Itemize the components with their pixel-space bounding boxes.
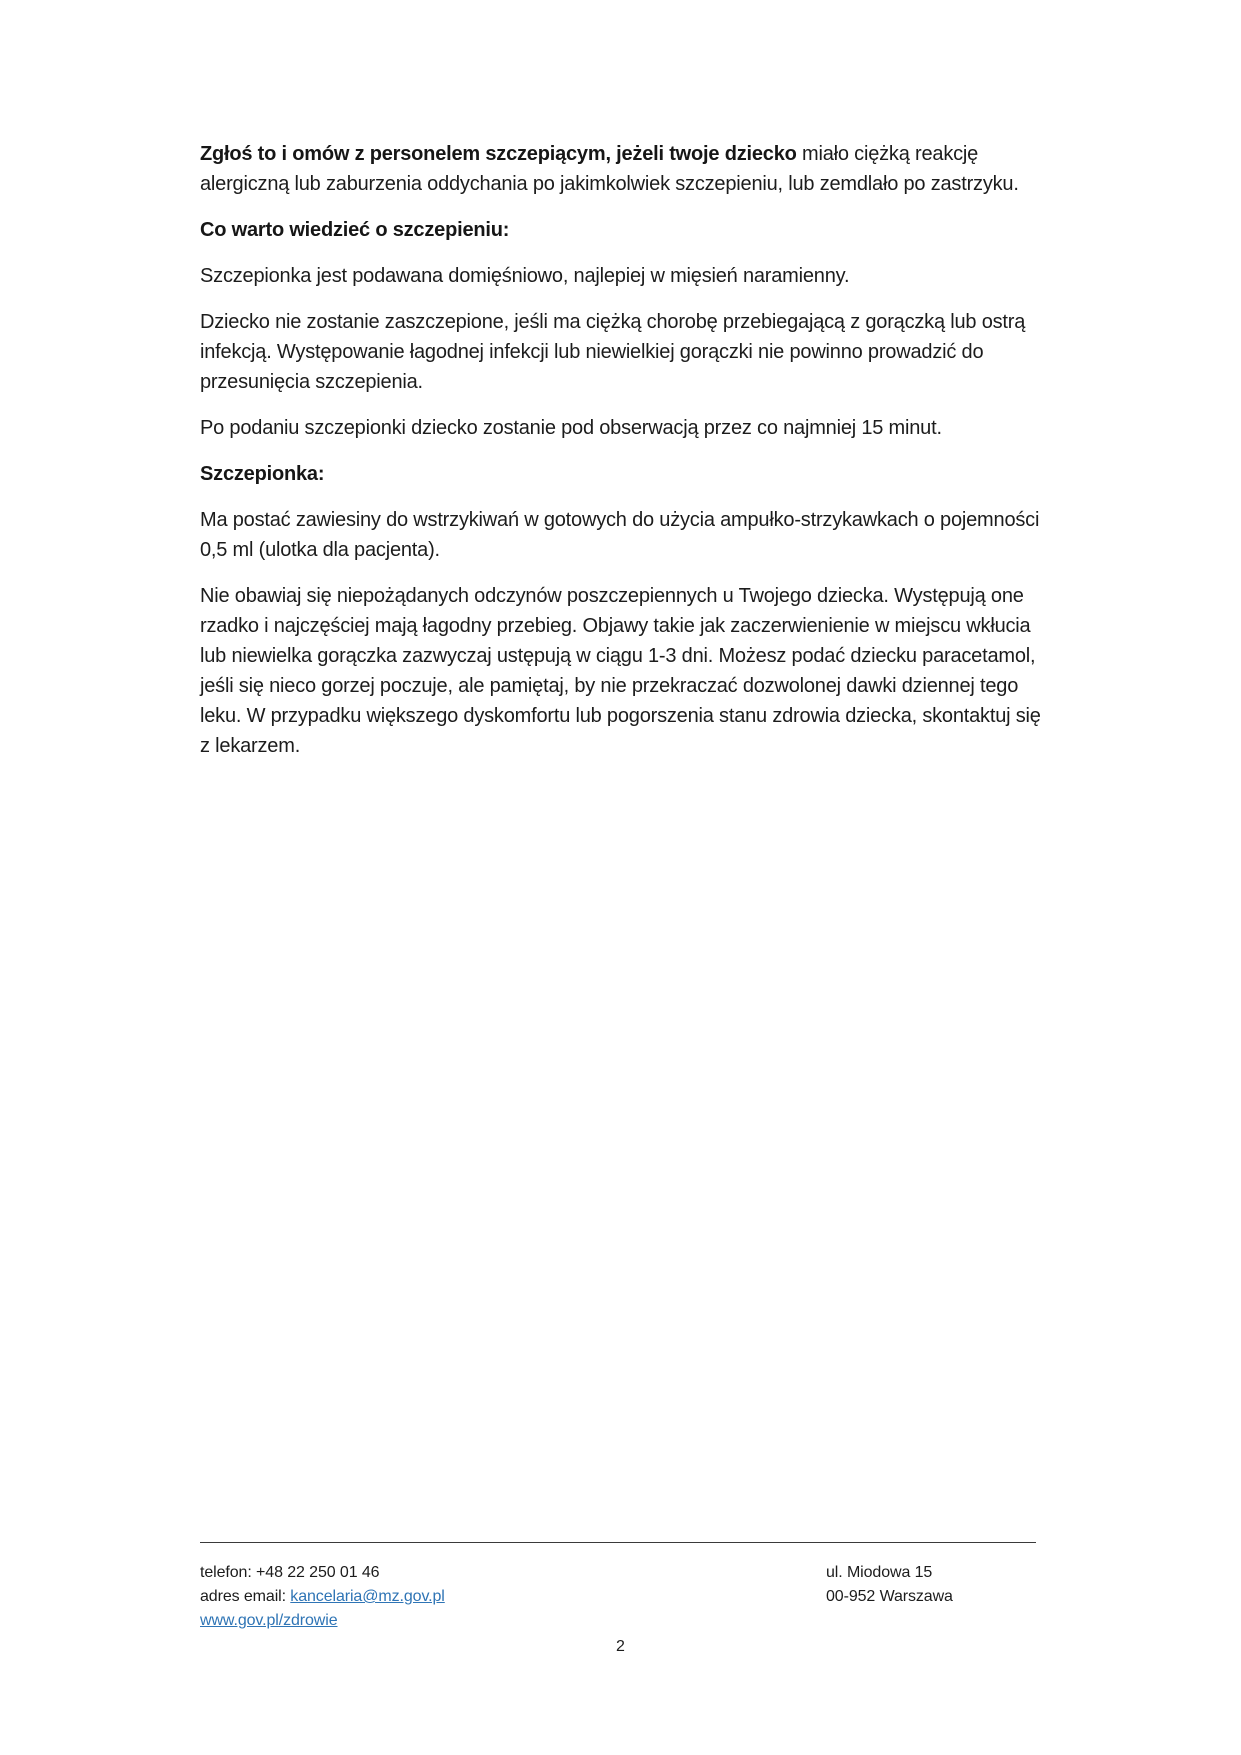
footer-contact-block (200, 1561, 445, 1633)
page-number: 2 (616, 1638, 625, 1655)
document-body (200, 139, 1045, 777)
paragraph-odczyny-poszczepienne: Nie obawiaj się niepożądanych odczynów poszczepiennych u Twojego dziecka. Występują one rzadko i najczęściej mają łagodny przebieg. Objawy takie jak zaczerwienienie w miejscu wkłucia lub niewielka gorączka zazwyczaj ustępują w ciągu 1-3 dni. Możesz podać dziecku paracetamol, jeśli się nieco gorzej poczuje, ale pamiętaj, by nie przekraczać dozwolonej dawki dziennej tego leku. W przypadku większego dyskomfortu lub pogorszenia stanu zdrowia dziecka, skontaktuj się z lekarzem. (200, 585, 1041, 757)
footer-address-block (826, 1561, 953, 1609)
paragraph-postac-szczepionki: Ma postać zawiesiny do wstrzykiwań w gotowych do użycia ampułko-strzykawkach o pojemności 0,5 ml (ulotka dla pacjenta). (200, 509, 1040, 561)
footer-address-city: 00-952 Warszawa (826, 1588, 953, 1605)
intro-lead-bold: Zgłoś to i omów z personelem szczepiącym, jeżeli twoje dziecko (200, 143, 797, 165)
footer-address-street: ul. Miodowa 15 (826, 1564, 933, 1581)
section-heading-co-warto-wiedziec: Co warto wiedzieć o szczepieniu: (200, 219, 510, 241)
footer-email-label: adres email: (200, 1588, 291, 1605)
footer-email-line (200, 1585, 445, 1609)
section-heading-szczepionka: Szczepionka: (200, 463, 325, 485)
intro-text: miało ciężką reakcję alergiczną lub zaburzenia oddychania po jakimkolwiek szczepieniu, lub zemdlało po zastrzyku. (200, 143, 1019, 195)
paragraph-przeciwwskazania: Dziecko nie zostanie zaszczepione, jeśli ma ciężką chorobę przebiegającą z gorączką lub ostrą infekcją. Występowanie łagodnej infekcji lub niewielkiej gorączki nie powinno prowadzić do przesunięcia szczepienia. (200, 311, 1026, 393)
footer-website-line (200, 1609, 445, 1633)
paragraph-obserwacja: Po podaniu szczepionki dziecko zostanie pod obserwacją przez co najmniej 15 minut. (200, 417, 942, 439)
footer-email-link[interactable]: kancelaria@mz.gov.pl (290, 1588, 445, 1605)
footer-phone-line: telefon: +48 22 250 01 46 (200, 1564, 380, 1581)
footer-divider (200, 1542, 1036, 1543)
paragraph-podanie-domiesniowe: Szczepionka jest podawana domięśniowo, najlepiej w mięsień naramienny. (200, 265, 850, 287)
footer-website-link[interactable]: www.gov.pl/zdrowie (200, 1612, 338, 1629)
intro-paragraph (200, 139, 1045, 199)
